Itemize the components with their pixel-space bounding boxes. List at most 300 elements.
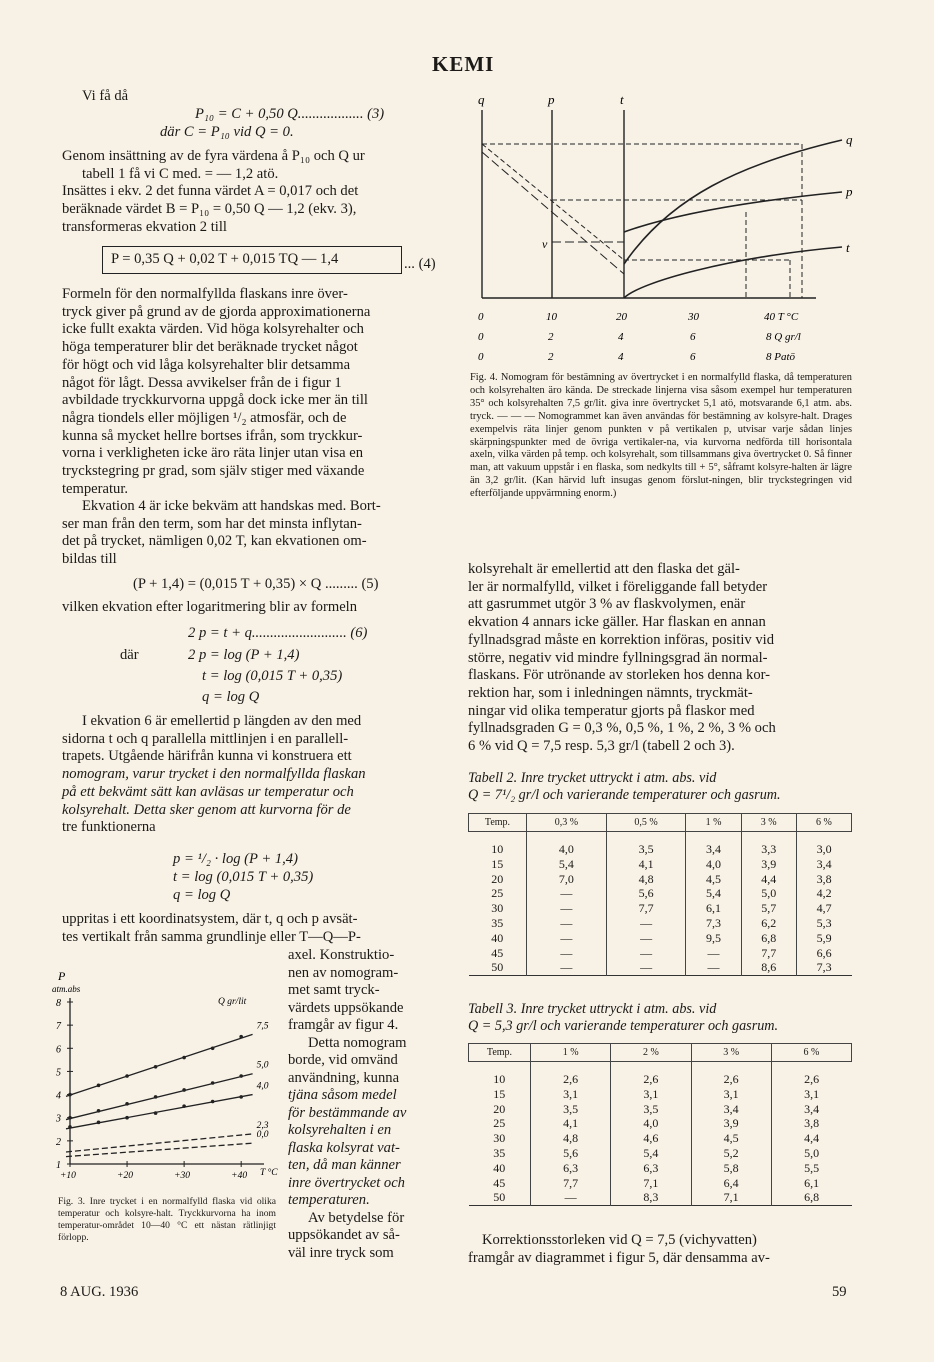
table-cell: 7,1 <box>611 1176 691 1191</box>
fig3-data-point <box>239 1095 243 1099</box>
table-header-cell: 0,3 % <box>527 814 607 832</box>
equation-3-where: där C = P₁₀ vid Q = 0. <box>160 124 294 140</box>
line: höga temperaturer blir det beräknade trycket något <box>62 339 358 356</box>
table-header-cell: 1 % <box>686 814 741 832</box>
table-row <box>469 946 852 961</box>
fig3-series-label: 4,0 <box>256 1081 269 1092</box>
equation-6-d: q = log Q <box>202 689 260 705</box>
table-header-cell: 3 % <box>691 1044 771 1062</box>
table-cell: 4,8 <box>606 872 686 887</box>
line: axel. Konstruktio- <box>288 947 395 963</box>
table-cell: 3,1 <box>531 1087 611 1102</box>
table-row <box>469 872 852 887</box>
table-cell: 5,0 <box>741 886 796 901</box>
table-cell: 7,3 <box>796 960 851 975</box>
table-cell: 3,9 <box>741 857 796 872</box>
table-cell: 3,4 <box>796 857 851 872</box>
equation-6: 2 p = t + q.......................... (6) <box>188 625 368 641</box>
line: framgår av figur 4. <box>288 1017 399 1033</box>
fig3-data-point <box>68 1125 72 1129</box>
table-cell: — <box>686 946 741 961</box>
line: ningar vid olika temperatur gjorts på flaskor med <box>468 702 755 719</box>
table-row <box>469 1087 852 1102</box>
fig4-top-label-p: p <box>548 92 555 107</box>
paragraph-3 <box>62 498 448 569</box>
paragraph-2 <box>62 286 448 498</box>
paragraph-1 <box>62 148 448 237</box>
fig4-row-co2 <box>478 331 801 343</box>
fig3-data-point <box>97 1109 101 1113</box>
line: temperaturen. <box>288 1192 370 1208</box>
table-cell: 2,6 <box>611 1062 691 1087</box>
line: beräknade värdet B = P₁₀ = 0,50 Q — 1,2 (ekv. 3), <box>62 201 357 218</box>
svg-text:6: 6 <box>690 331 696 343</box>
table-cell: 6,8 <box>771 1190 851 1205</box>
table-header-cell: 1 % <box>531 1044 611 1062</box>
fig3-y-tick-label: 1 <box>56 1160 61 1171</box>
line: större, negativ vid mindre fyllningsgrad än normal- <box>468 649 768 666</box>
line: I ekvation 6 är emellertid p längden av den med <box>82 713 362 729</box>
table-cell: 50 <box>493 1190 506 1205</box>
table-3-grid <box>468 1043 852 1206</box>
line: Genom insättning av de fyra värdena å P₁₀ och Q ur <box>62 148 365 164</box>
fig3-data-point <box>154 1065 158 1069</box>
equation-6-c: t = log (0,015 T + 0,35) <box>202 668 343 684</box>
line: Ekvation 4 är icke bekväm att handskas med. Bort- <box>82 498 381 514</box>
line: transformeras ekvation 2 till <box>62 218 227 235</box>
line: bildas till <box>62 551 117 568</box>
table-cell: 4,0 <box>686 857 741 872</box>
table-header-cell: Temp. <box>469 814 527 832</box>
fig4-t-curve <box>624 247 842 298</box>
line: något för lågt. Dessa avvikelser från de i figur 1 <box>62 374 342 391</box>
table-cell: 4,5 <box>686 872 741 887</box>
table-row <box>469 832 852 857</box>
table-header-cell: 2 % <box>611 1044 691 1062</box>
table-cell: 5,4 <box>686 886 741 901</box>
table-cell: — <box>527 946 607 961</box>
equation-6-b: 2 p = log (P + 1,4) <box>188 647 300 663</box>
table-row <box>469 1176 852 1191</box>
fig3-series-label: 5,0 <box>256 1060 269 1071</box>
table-row <box>469 960 852 975</box>
fig3-y-tick-label: 4 <box>56 1090 61 1102</box>
table-cell: 5,4 <box>611 1146 691 1161</box>
table-header-cell: 6 % <box>796 814 851 832</box>
table-3 <box>468 1043 852 1206</box>
fig3-q-label: Q gr/lit <box>218 997 247 1007</box>
figure-3-chart <box>50 968 282 1190</box>
table-cell: — <box>606 916 686 931</box>
table-cell: 7,0 <box>527 872 607 887</box>
line: väl inre tryck som <box>288 1244 394 1261</box>
table-cell: 3,5 <box>606 832 686 857</box>
line: uppsökandet av så- <box>288 1227 400 1243</box>
table-cell: 5,5 <box>771 1161 851 1176</box>
svg-text:0: 0 <box>478 311 484 323</box>
line: kolsyrehalt. Detta sker genom att kurvorna för de <box>62 801 351 818</box>
table-cell: 10 <box>493 1072 506 1086</box>
table-cell: 2,6 <box>691 1062 771 1087</box>
table-header-cell: Temp. <box>469 1044 531 1062</box>
table-cell: 3,5 <box>531 1102 611 1117</box>
line: ekvation 4 annars icke gäller. Har flaskan en annan <box>468 614 766 631</box>
svg-text:4: 4 <box>618 331 624 343</box>
table-cell: 7,1 <box>691 1190 771 1205</box>
table-header-cell: 3 % <box>741 814 796 832</box>
line: icke fullt exakta värden. Vid höga kolsyrehalter och <box>62 321 364 338</box>
table-cell: 3,9 <box>691 1116 771 1131</box>
fig4-right-label-p: p <box>846 184 853 199</box>
line: på ett bekvämt sätt kan avläsas ur temperatur och <box>62 783 354 800</box>
equation-4-box: P = 0,35 Q + 0,02 T + 0,015 TQ — 1,4 <box>102 246 402 274</box>
table-cell: 4,1 <box>606 857 686 872</box>
table-cell: — <box>527 916 607 931</box>
table-cell: 5,6 <box>606 886 686 901</box>
table-cell: 4,6 <box>611 1131 691 1146</box>
fig3-data-point <box>97 1084 101 1088</box>
fig4-v-label: v <box>542 237 548 251</box>
line: flaskans. För utrönande av storleken hos denna kor- <box>468 667 771 684</box>
fig3-data-point <box>125 1074 129 1078</box>
fig3-y-tick-label: 6 <box>56 1044 61 1056</box>
table-cell: 45 <box>493 1175 506 1190</box>
table-cell: 4,7 <box>796 901 851 916</box>
table-cell: — <box>606 931 686 946</box>
fig4-right-label-t: t <box>846 240 850 255</box>
table-cell: 20 <box>493 1101 506 1116</box>
line: Insättes i ekv. 2 det funna värdet A = 0,017 och det <box>62 183 359 200</box>
line: användning, kunna <box>288 1069 400 1086</box>
table-cell: 25 <box>491 886 504 901</box>
table-cell: 5,3 <box>796 916 851 931</box>
line: kolsyrehalt är emellertid att den flaska det gäl- <box>468 561 740 577</box>
line: det på trycket, nämligen 0,02 T, kan ekvationen om- <box>62 533 367 550</box>
table-cell: — <box>527 931 607 946</box>
paragraph-7 <box>288 947 448 1262</box>
svg-text:6: 6 <box>690 351 696 363</box>
table-cell: 5,0 <box>771 1146 851 1161</box>
svg-text:2: 2 <box>548 351 554 363</box>
fig4-q-curve <box>624 140 842 264</box>
table-cell: 4,0 <box>611 1116 691 1131</box>
line: borde, vid omvänd <box>288 1052 398 1068</box>
table-cell: 30 <box>493 1131 506 1146</box>
table-row <box>469 1190 852 1205</box>
fig3-series-label: 7,5 <box>256 1021 269 1032</box>
line: Av betydelse för <box>308 1209 405 1226</box>
line: framgår av diagrammet i figur 5, där densamma av- <box>468 1249 770 1266</box>
page-number: 59 <box>832 1284 847 1300</box>
line: tjäna såsom medel <box>288 1087 397 1103</box>
equation-3: P₁₀ = C + 0,50 Q.................. (3) <box>195 106 385 122</box>
line: sidorna t och q parallella mittlinjen i en parallell- <box>62 730 349 747</box>
line: för bestämmande av <box>288 1104 407 1121</box>
fig3-y-label: P <box>58 969 66 983</box>
table-3-title <box>468 1001 854 1035</box>
fig3-data-point <box>125 1116 129 1120</box>
fig3-data-point <box>154 1111 158 1115</box>
fig3-x-tick-label: +30 <box>174 1171 191 1181</box>
fig3-series-line <box>66 1074 253 1120</box>
fig4-top-label-t: t <box>620 92 624 107</box>
table-row <box>469 1146 852 1161</box>
fig3-data-point <box>239 1035 243 1039</box>
figure-3-caption: Fig. 3. Inre trycket i en normalfylld flaska vid olika temperatur och kolsyre-halt. Tryckkurvorna ha inom temperatur-området 10—40 °C ett nästan rätlinjigt förlopp. <box>58 1196 276 1243</box>
fig3-data-point <box>97 1121 101 1125</box>
table-cell: — <box>606 946 686 961</box>
fig3-data-point <box>211 1046 215 1050</box>
equation-7c: q = log Q <box>173 887 231 903</box>
table-row <box>469 916 852 931</box>
table-cell: 3,1 <box>611 1087 691 1102</box>
table-cell: 7,7 <box>531 1176 611 1191</box>
svg-text:40 T °C: 40 T °C <box>764 311 799 323</box>
section-header: KEMI <box>432 52 495 76</box>
fig3-y-tick-label: 7 <box>56 1021 61 1033</box>
fig3-series-line <box>66 1095 253 1129</box>
svg-text:8 Patö: 8 Patö <box>766 351 796 363</box>
table-cell: 6,6 <box>796 946 851 961</box>
table-cell: 2,6 <box>531 1062 611 1087</box>
line: Tabell 2. Inre trycket uttryckt i atm. abs. vid <box>468 770 717 786</box>
table-cell: — <box>527 886 607 901</box>
table-cell: — <box>531 1190 611 1205</box>
line: tes vertikalt från samma grundlinje eller T—Q—P- <box>62 928 361 945</box>
table-cell: 4,0 <box>527 832 607 857</box>
fig4-right-label-q: q <box>846 132 853 147</box>
fig3-y-tick-label: 2 <box>56 1136 61 1148</box>
footer-date: 8 AUG. 1936 <box>60 1284 139 1300</box>
table-cell: 3,1 <box>691 1087 771 1102</box>
table-cell: 5,7 <box>741 901 796 916</box>
table-cell: — <box>606 960 686 975</box>
line: 6 % vid Q = 7,5 resp. 5,3 gr/l (tabell 2 och 3). <box>468 738 735 755</box>
line: fyllnadsgrad måste en korrektion införas, positiv vid <box>468 631 774 648</box>
line: met samt tryck- <box>288 982 380 998</box>
table-cell: 40 <box>491 930 504 945</box>
table-cell: 8,6 <box>741 960 796 975</box>
table-cell: 3,5 <box>611 1102 691 1117</box>
table-cell: 3,3 <box>741 832 796 857</box>
table-cell: 7,3 <box>686 916 741 931</box>
table-cell: 25 <box>493 1116 506 1131</box>
table-cell: 4,1 <box>531 1116 611 1131</box>
table-cell: 6,3 <box>531 1161 611 1176</box>
line: värdets uppsökande <box>288 999 404 1016</box>
line: uppritas i ett koordinatsystem, där t, q och p avsät- <box>62 911 358 927</box>
line: avbildade tryckkurvorna uppgå dock icke mer än till <box>62 392 368 409</box>
table-cell: 15 <box>491 856 504 871</box>
table-cell: — <box>527 960 607 975</box>
table-cell: 9,5 <box>686 931 741 946</box>
figure-4-caption: Fig. 4. Nomogram för bestämning av övertrycket i en normalfylld flaska, då temperaturen och kolsyrehalten äro kända. De streckade linjerna visa såsom exempel hur temperaturen 35° och kolsyrehalten 7,5 gr/lit. giva inre övertrycket 5,1 atö, motsvarande 6,1 atm. abs. tryck. — — — Nomogrammet kan även användas för bestämning av kolsyre-halt. Drages exempelvis räta linjer genom punkten v på vertikalen p, utvisar varje sådan linjes skärpningspunkter med de övriga vertikaler-na, via kurvorna nedförda till horisontala axeln, vilka värden på temp. och kolsyrehalt, som tillsammans giva övertrycket 0. Så finner man, att vakuum uppstår i en flaska, som nedkylts till + 5°, såframt kolsyre-halten är lägre än 3,2 gr/lit. (Kan härvid luft insugas genom förslut-ningen, blir tryckstegringen vid efterföljande uppvärmning enorm.) <box>470 372 852 500</box>
fig3-series-label: 2,3 <box>256 1120 269 1131</box>
table-cell: 40 <box>493 1160 506 1175</box>
table-cell: 5,8 <box>691 1161 771 1176</box>
table-row <box>469 1062 852 1087</box>
line: rektion har, som i inledningen nämnts, tryckmät- <box>468 684 753 701</box>
equation-5: (P + 1,4) = (0,015 T + 0,35) × Q ......... (5) <box>133 576 379 592</box>
fig3-x-tick-label: +20 <box>117 1171 133 1181</box>
table-row <box>469 1116 852 1131</box>
paragraph-6 <box>62 911 448 946</box>
fig3-x-unit: T °C <box>260 1168 278 1178</box>
line: Korrektionsstorleken vid Q = 7,5 (vichyvatten) <box>482 1232 757 1248</box>
line: tryck giver på grund av de gjorda approximationerna <box>62 303 371 320</box>
table-header-cell: 0,5 % <box>606 814 686 832</box>
table-cell: 6,8 <box>741 931 796 946</box>
table-row <box>469 1161 852 1176</box>
table-cell: 6,1 <box>686 901 741 916</box>
table-cell: 3,8 <box>796 872 851 887</box>
line: ten, då man känner <box>288 1157 401 1173</box>
fig3-series-label: 0,0 <box>256 1130 269 1141</box>
table-cell: 3,4 <box>691 1102 771 1117</box>
svg-text:4: 4 <box>618 351 624 363</box>
line: för högt och vid låga kolsyrehalter blir detsamma <box>62 356 351 373</box>
fig3-y-tick-label: 5 <box>56 1067 61 1079</box>
equation-4-number: ... (4) <box>404 256 436 272</box>
table-row <box>469 1102 852 1117</box>
table-cell: 4,5 <box>691 1131 771 1146</box>
table-row <box>469 901 852 916</box>
table-cell: 3,8 <box>771 1116 851 1131</box>
fig4-row-pressure <box>478 351 796 363</box>
right-paragraph-1 <box>468 561 854 756</box>
table-cell: — <box>527 901 607 916</box>
fig3-data-point <box>68 1116 72 1120</box>
line: tabell 1 få vi C med. = — 1,2 atö. <box>82 165 279 182</box>
table-cell: 5,6 <box>531 1146 611 1161</box>
table-cell: — <box>686 960 741 975</box>
table-cell: 5,9 <box>796 931 851 946</box>
fig4-long-dashed-example <box>482 152 624 274</box>
table-cell: 3,0 <box>796 832 851 857</box>
table-cell: 3,1 <box>771 1087 851 1102</box>
line: Q = 5,3 gr/l och varierande temperaturer och gasrum. <box>468 1018 779 1034</box>
table-cell: 35 <box>493 1145 506 1160</box>
table-cell: 6,1 <box>771 1176 851 1191</box>
line: temperatur. <box>62 480 129 497</box>
intro-text: Vi få då <box>82 88 129 104</box>
line: ser man från den term, som har det minsta inflytan- <box>62 515 362 532</box>
svg-text:30: 30 <box>688 311 699 323</box>
table-cell: 4,4 <box>771 1131 851 1146</box>
svg-text:10: 10 <box>546 311 557 323</box>
fig3-data-point <box>125 1102 129 1106</box>
line: flaska kolsyrat vat- <box>288 1139 400 1156</box>
table-cell: 15 <box>493 1086 506 1101</box>
fig3-data-point <box>182 1104 186 1108</box>
line: Tabell 3. Inre trycket uttryckt i atm. abs. vid <box>468 1001 717 1017</box>
figure-4-nomogram <box>470 92 860 374</box>
fig3-x-tick-label: +40 <box>231 1171 248 1181</box>
fig3-x-tick-label: +10 <box>60 1171 76 1181</box>
table-cell: 4,8 <box>531 1131 611 1146</box>
svg-text:0: 0 <box>478 351 484 363</box>
table-cell: 3,4 <box>771 1102 851 1117</box>
line: Q = 7¹/₂ gr/l och varierande temperaturer och gasrum. <box>468 787 781 803</box>
line: Detta nomogram <box>308 1034 407 1051</box>
svg-text:20: 20 <box>616 311 627 323</box>
line: kunna så mycket hellre bortses ifrån, som tryckkur- <box>62 427 363 444</box>
fig3-y-tick-label: 8 <box>56 998 61 1009</box>
equation-6-where: där <box>120 647 139 663</box>
table-cell: 30 <box>491 901 504 916</box>
table-cell: 2,6 <box>771 1062 851 1087</box>
line: ler är normalfylld, vilket i föreliggande fall betyder <box>468 578 768 595</box>
fig4-row-temperature <box>478 311 799 323</box>
table-row <box>469 886 852 901</box>
fig3-data-point <box>68 1093 72 1097</box>
table-cell: 10 <box>491 842 504 856</box>
right-paragraph-end <box>468 1232 854 1267</box>
equation-7a: p = ¹/₂ · log (P + 1,4) <box>173 851 298 867</box>
table-header-cell: 6 % <box>771 1044 851 1062</box>
table-cell: 4,4 <box>741 872 796 887</box>
table-cell: 6,2 <box>741 916 796 931</box>
table-cell: 7,7 <box>741 946 796 961</box>
line: fyllnadsgraden G = 0,3 %, 0,5 %, 1 %, 2 %, 3 % och <box>468 720 776 737</box>
table-2-title <box>468 770 854 804</box>
table-cell: 45 <box>491 945 504 960</box>
paragraph-5 <box>62 713 448 837</box>
table-cell: 8,3 <box>611 1190 691 1205</box>
table-row <box>469 931 852 946</box>
line: tre funktionerna <box>62 819 156 836</box>
equation-7b: t = log (0,015 T + 0,35) <box>173 869 314 885</box>
fig3-data-point <box>154 1095 158 1099</box>
table-cell: 5,4 <box>527 857 607 872</box>
table-cell: 6,3 <box>611 1161 691 1176</box>
line: trapets. Utgående härifrån kunna vi konstruera ett <box>62 748 352 765</box>
paragraph-4: vilken ekvation efter logaritmering blir av formeln <box>62 599 358 615</box>
fig3-data-point <box>211 1081 215 1085</box>
table-cell: 3,4 <box>686 832 741 857</box>
table-cell: 35 <box>491 915 504 930</box>
fig3-data-point <box>239 1074 243 1078</box>
line: kolsyrehalten i en <box>288 1122 392 1138</box>
table-2 <box>468 813 852 976</box>
line: nen av nomogram- <box>288 964 399 981</box>
table-2-grid <box>468 813 852 976</box>
fig3-y-tick-label: 3 <box>56 1113 61 1125</box>
fig3-y-unit: atm.abs <box>52 984 81 994</box>
table-cell: 6,4 <box>691 1176 771 1191</box>
table-cell: 7,7 <box>606 901 686 916</box>
fig4-top-label-q: q <box>478 92 485 107</box>
table-cell: 5,2 <box>691 1146 771 1161</box>
fig3-series-line <box>66 1034 253 1096</box>
table-cell: 20 <box>491 871 504 886</box>
table-cell: 50 <box>491 960 504 975</box>
line: Formeln för den normalfyllda flaskans inre över- <box>62 286 348 302</box>
svg-text:2: 2 <box>548 331 554 343</box>
fig3-data-point <box>211 1100 215 1104</box>
table-cell: 4,2 <box>796 886 851 901</box>
line: vorna i verkligheten icke äro räta linjer utan visa en <box>62 445 364 462</box>
svg-text:0: 0 <box>478 331 484 343</box>
table-row <box>469 1131 852 1146</box>
line: några tiondels eller möjligen ¹/₂ atmosfär, och de <box>62 409 347 426</box>
fig3-data-point <box>182 1056 186 1060</box>
line: tryckstegring pr grad, som själv stiger med växande <box>62 463 365 480</box>
line: inre övertrycket och <box>288 1174 405 1191</box>
line: att gasrummet utgör 3 % av flaskvolymen, enär <box>468 596 746 613</box>
svg-text:8 Q gr/l: 8 Q gr/l <box>766 331 801 343</box>
line: nomogram, varur trycket i den normalfyllda flaskan <box>62 766 366 783</box>
